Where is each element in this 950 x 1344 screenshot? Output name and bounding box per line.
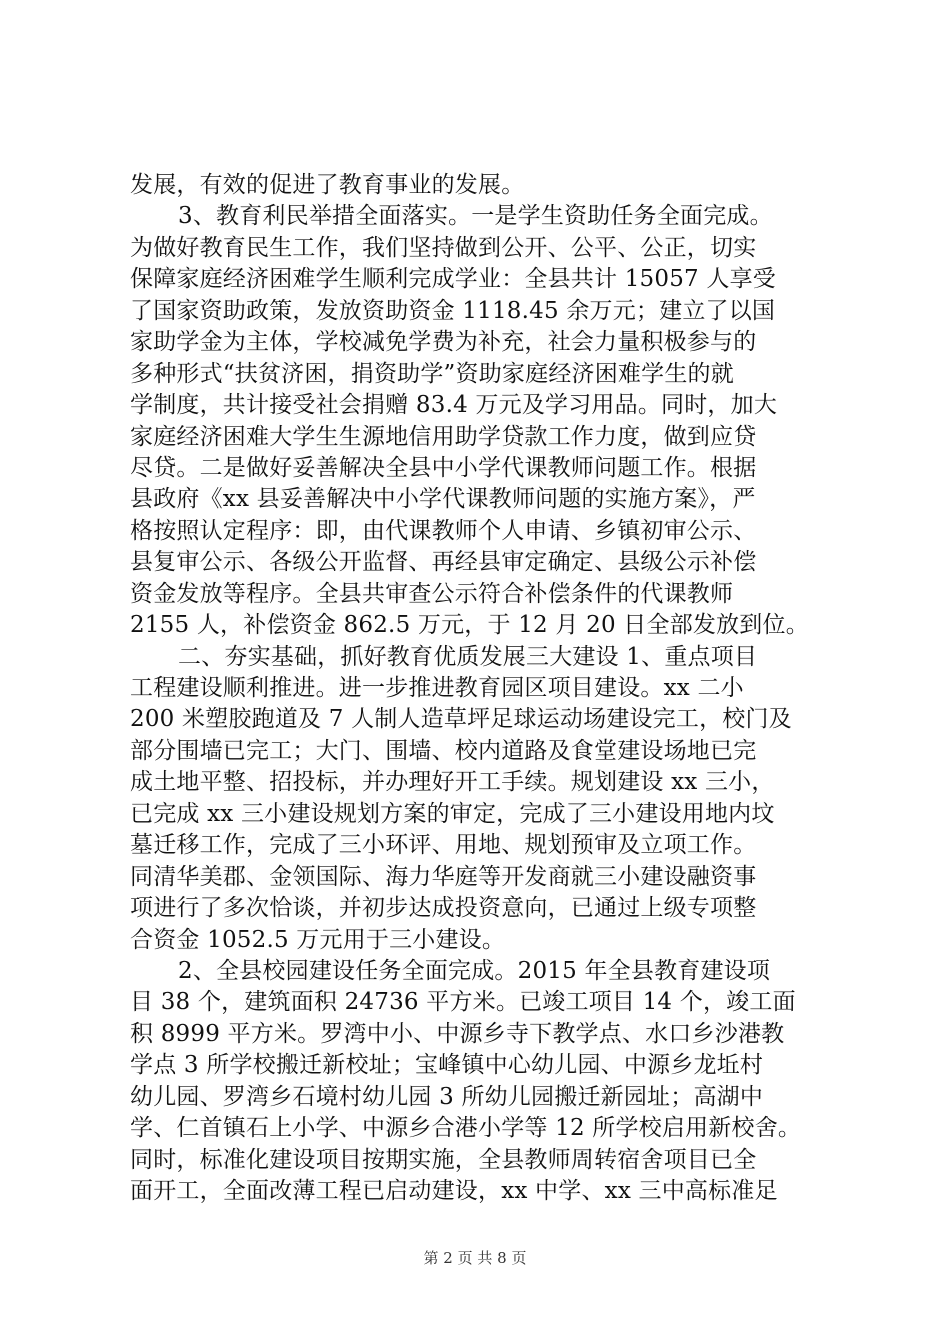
text-line: 2、全县校园建设任务全面完成。2015 年全县教育建设项 bbox=[178, 957, 771, 984]
text-line: 家庭经济困难大学生生源地信用助学贷款工作力度，做到应贷 bbox=[130, 423, 757, 450]
text-line: 已完成 xx 三小建设规划方案的审定，完成了三小建设用地内坟 bbox=[130, 800, 775, 827]
text-line: 面开工，全面改薄工程已启动建设，xx 中学、xx 三中高标准足 bbox=[130, 1178, 778, 1204]
text-line: 目 38 个，建筑面积 24736 平方米。已竣工项目 14 个，竣工面 bbox=[130, 989, 796, 1016]
document-body bbox=[130, 170, 850, 1207]
text-line: 格按照认定程序：即，由代课教师个人申请、乡镇初审公示、 bbox=[130, 517, 757, 544]
text-line: 保障家庭经济困难学生顺利完成学业：全县共计 15057 人享受 bbox=[130, 266, 776, 293]
text-line: 积 8999 平方米。罗湾中小、中源乡寺下教学点、水口乡沙港教 bbox=[130, 1020, 785, 1047]
text-line: 同清华美郡、金领国际、海力华庭等开发商就三小建设融资事 bbox=[130, 863, 757, 890]
text-line: 为做好教育民生工作，我们坚持做到公开、公平、公正，切实 bbox=[130, 234, 757, 261]
text-line: 同时，标准化建设项目按期实施，全县教师周转宿舍项目已全 bbox=[130, 1146, 757, 1173]
text-line: 成土地平整、招投标，并办理好开工手续。规划建设 xx 三小， bbox=[130, 769, 775, 796]
text-line: 工程建设顺利推进。进一步推进教育园区项目建设。xx 二小 bbox=[130, 675, 744, 701]
text-line: 学点 3 所学校搬迁新校址；宝峰镇中心幼儿园、中源乡龙坵村 bbox=[130, 1052, 764, 1079]
text-line: 家助学金为主体，学校减免学费为补充，社会力量积极参与的 bbox=[130, 329, 757, 356]
text-line: 3、教育利民举措全面落实。一是学生资助任务全面完成。 bbox=[178, 203, 773, 230]
text-line: 合资金 1052.5 万元用于三小建设。 bbox=[130, 926, 506, 953]
text-line: 资金发放等程序。全县共审查公示符合补偿条件的代课教师 bbox=[130, 580, 734, 607]
text-line: 二、夯实基础，抓好教育优质发展三大建设 1、重点项目 bbox=[178, 643, 758, 670]
text-line: 尽贷。二是做好妥善解决全县中小学代课教师问题工作。根据 bbox=[130, 454, 757, 481]
text-line: 学制度，共计接受社会捐赠 83.4 万元及学习用品。同时，加大 bbox=[130, 392, 778, 419]
text-line: 幼儿园、罗湾乡石境村幼儿园 3 所幼儿园搬迁新园址；高湖中 bbox=[130, 1083, 764, 1110]
text-line: 项进行了多次恰谈，并初步达成投资意向，已通过上级专项整 bbox=[130, 895, 757, 922]
text-line: 2155 人，补偿资金 862.5 万元，于 12 月 20 日全部发放到位。 bbox=[130, 612, 809, 639]
text-line: 200 米塑胶跑道及 7 人制人造草坪足球运动场建设完工，校门及 bbox=[130, 706, 792, 733]
text-line: 县复审公示、各级公开监督、再经县审定确定、县级公示补偿 bbox=[130, 549, 757, 576]
text-line: 墓迁移工作，完成了三小环评、用地、规划预审及立项工作。 bbox=[130, 832, 757, 859]
text-line: 发展，有效的促进了教育事业的发展。 bbox=[130, 172, 525, 198]
page-number: 第 2 页 共 8 页 bbox=[423, 1249, 527, 1267]
text-line: 县政府《xx 县妥善解决中小学代课教师问题的实施方案》，严 bbox=[130, 486, 756, 513]
text-line: 学、仁首镇石上小学、中源乡合港小学等 12 所学校启用新校舍。 bbox=[130, 1115, 802, 1142]
page-footer bbox=[0, 1248, 950, 1268]
text-line: 部分围墙已完工；大门、围墙、校内道路及食堂建设场地已完 bbox=[130, 737, 757, 764]
text-line: 了国家资助政策，发放资助资金 1118.45 余万元；建立了以国 bbox=[130, 297, 776, 324]
text-line: 多种形式“扶贫济困，捐资助学”资助家庭经济困难学生的就 bbox=[130, 360, 734, 387]
